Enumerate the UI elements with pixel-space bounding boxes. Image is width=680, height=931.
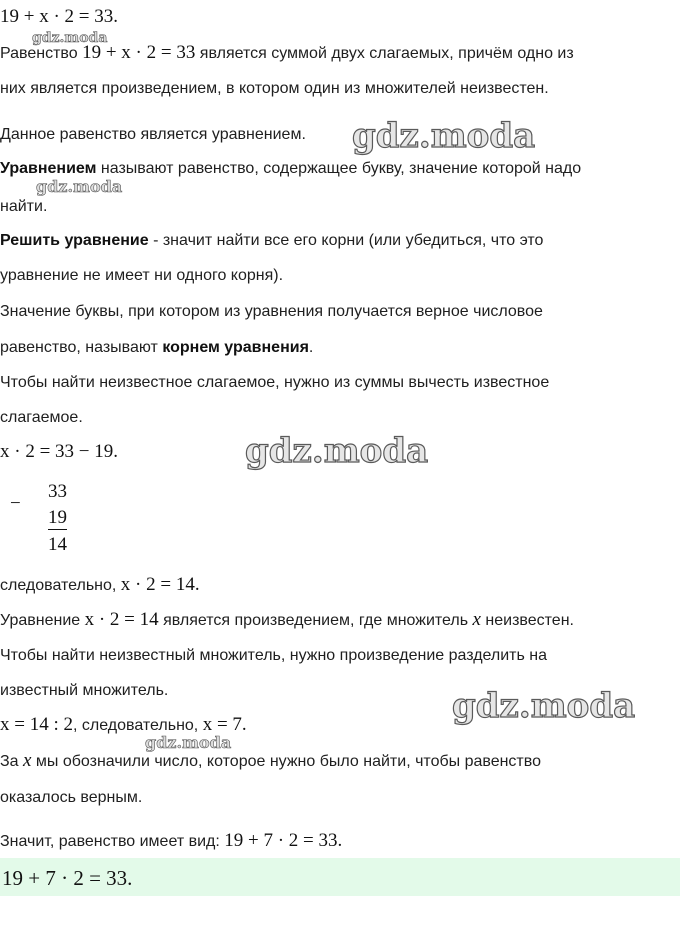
text: Равенство	[0, 45, 83, 62]
inline-math: x = 7.	[202, 714, 247, 735]
watermark-logo: gdz.moda	[145, 733, 232, 752]
subtrahend-wrap	[48, 507, 67, 530]
text-line: Значение буквы, при котором из уравнения получается верное числовое	[0, 303, 543, 320]
text-line: Чтобы найти неизвестный множитель, нужно произведение разделить на	[0, 647, 548, 664]
watermark-logo: gdz.moda	[245, 431, 429, 471]
watermark-logo: gdz.moda	[352, 116, 536, 156]
text: следовательно,	[0, 577, 121, 594]
term: Уравнением	[0, 160, 97, 177]
subtrahend: 19	[48, 507, 67, 528]
definition-line	[0, 230, 543, 252]
text-line	[0, 609, 574, 632]
text: неизвестен.	[480, 612, 574, 629]
inline-math: x · 2 = 14	[84, 609, 159, 630]
inline-math: 19 + 7 · 2 = 33.	[224, 830, 343, 851]
text: является суммой двух слагаемых, причём одно из	[195, 45, 574, 62]
answer-box	[0, 858, 680, 896]
text: , следовательно,	[73, 717, 203, 734]
text-line: известный множитель.	[0, 682, 169, 699]
equation-line	[0, 574, 200, 597]
text-line: оказалось верным.	[0, 789, 143, 806]
equation-math: x · 2 = 33 − 19.	[0, 441, 119, 462]
inline-math: x	[23, 750, 32, 771]
text-line: Данное равенство является уравнением.	[0, 126, 306, 143]
text-line	[0, 750, 541, 773]
text-line: найти.	[0, 198, 48, 215]
text: называют равенство, содержащее букву, значение которой надо	[96, 160, 582, 177]
text: Значит, равенство имеет вид:	[0, 833, 225, 850]
text: Уравнение	[0, 612, 85, 629]
text-line: уравнение не имеет ни одного корня).	[0, 267, 284, 284]
text-line: Чтобы найти неизвестное слагаемое, нужно из суммы вычесть известное	[0, 374, 550, 391]
text-line: них является произведением, в котором один из множителей неизвестен.	[0, 80, 549, 97]
inline-math: x	[472, 609, 481, 630]
minuend: 33	[48, 481, 67, 502]
difference: 14	[48, 534, 67, 555]
answer-math: 19 + 7 · 2 = 33.	[2, 866, 133, 890]
minus-sign: −	[10, 493, 21, 514]
text: - значит найти все его корни (или убедиться, что это	[148, 232, 544, 249]
watermark-logo: gdz.moda	[32, 30, 108, 46]
inline-math: 19 + x · 2 = 33	[82, 42, 196, 63]
inline-math: x · 2 = 14.	[120, 574, 200, 595]
watermark-logo: gdz.moda	[36, 177, 123, 196]
text: мы обозначили число, которое нужно было найти, чтобы равенство	[31, 753, 541, 770]
equation-math: 19 + x · 2 = 33.	[0, 6, 119, 27]
definition-line	[0, 337, 313, 359]
text: равенство, называют	[0, 339, 163, 356]
inline-math: x = 14 : 2	[0, 714, 73, 735]
equation-line	[0, 830, 342, 853]
text-line: слагаемое.	[0, 409, 83, 426]
term: корнем уравнения	[162, 339, 309, 356]
watermark-logo: gdz.moda	[452, 686, 636, 726]
text: является произведением, где множитель	[158, 612, 473, 629]
text: .	[308, 339, 314, 356]
equation-line	[0, 441, 118, 464]
text: За	[0, 753, 24, 770]
equation-line	[0, 6, 118, 29]
term: Решить уравнение	[0, 232, 149, 249]
